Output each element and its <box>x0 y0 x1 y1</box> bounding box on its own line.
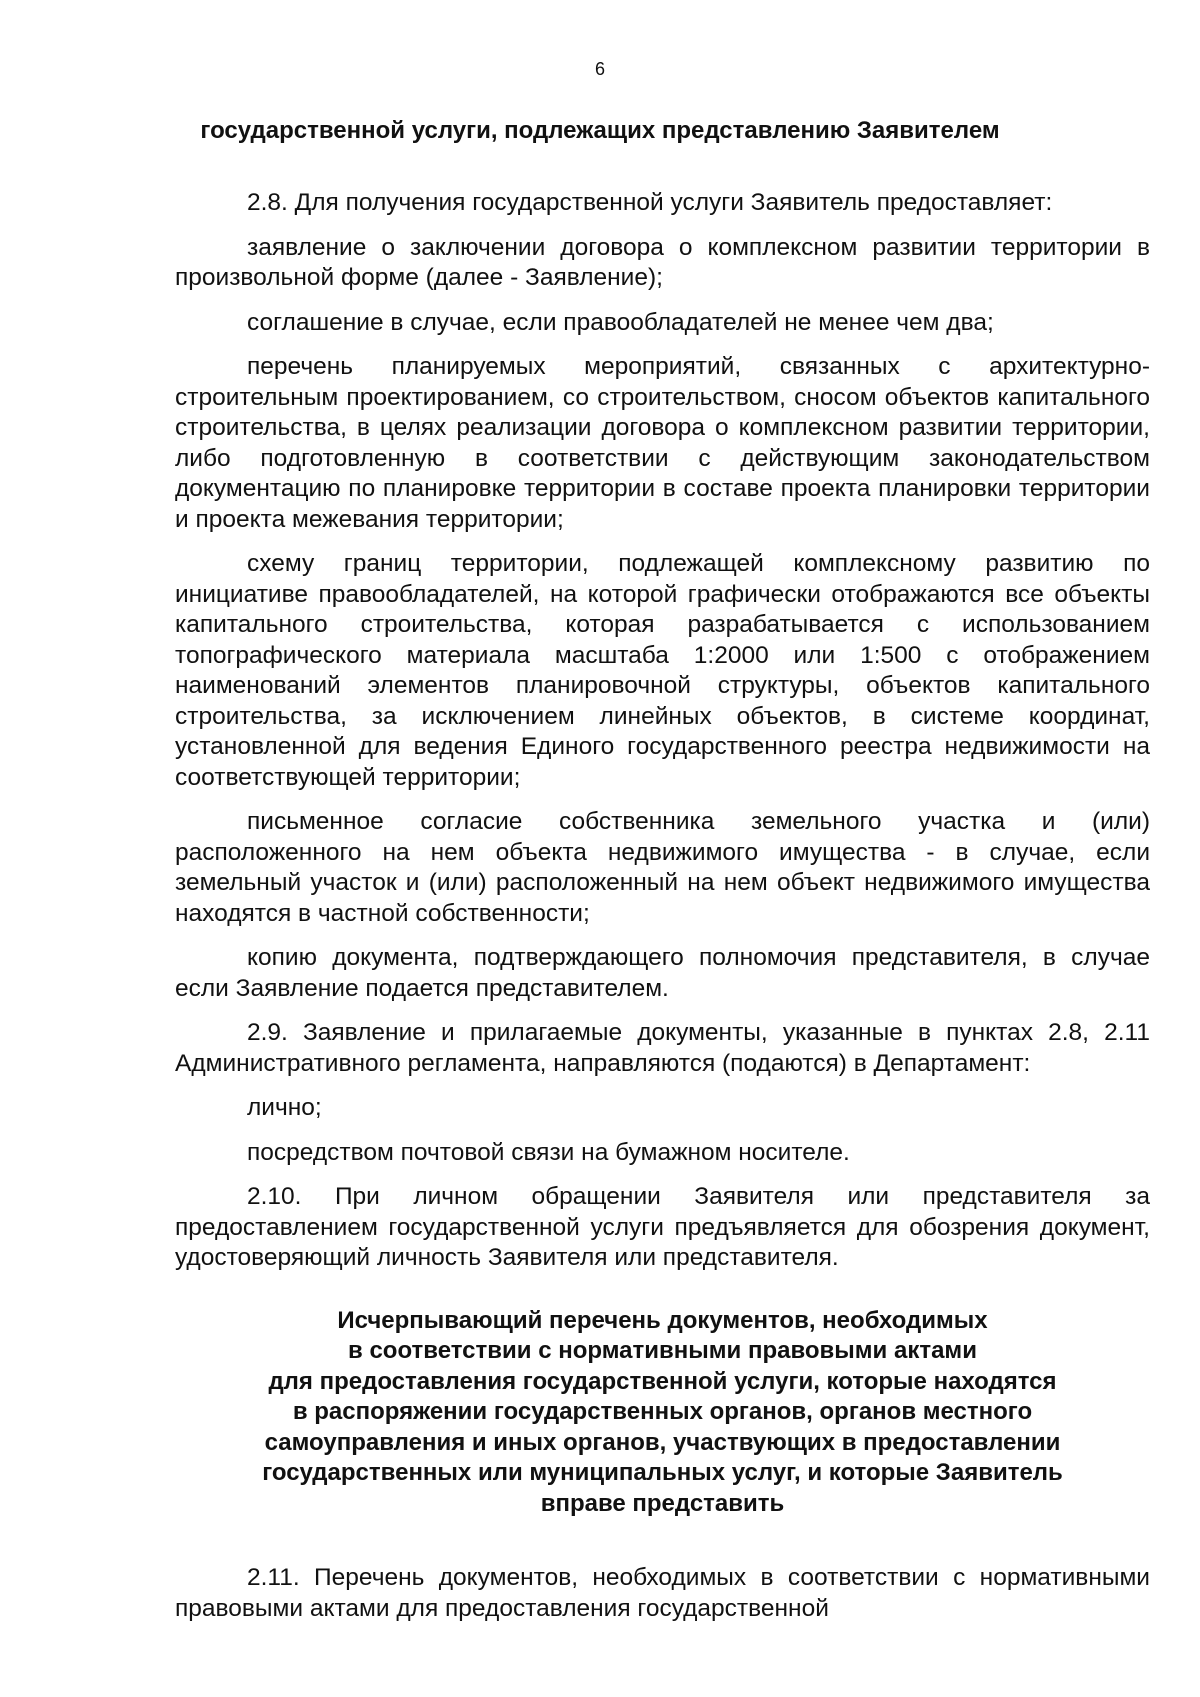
paragraph-2-8: 2.8. Для получения государственной услуги Заявитель предоставляет: <box>247 189 1053 216</box>
paragraph-in-person: лично; <box>247 1094 322 1121</box>
paragraph-representative-copy: копию документа, подтверждающего полномочия представителя, в случае если Заявление подается представителем. <box>175 944 1150 1002</box>
paragraph-application: заявление о заключении договора о комплексном развитии территории в произвольной форме (далее - Заявление); <box>175 233 1150 291</box>
heading-line: в распоряжении государственных органов, органов местного <box>292 1398 1033 1425</box>
heading-line: в соответствии с нормативными правовыми актами <box>348 1337 977 1364</box>
heading-line: самоуправления и иных органов, участвующих в предоставлении <box>264 1428 1061 1456</box>
document-body <box>175 188 1150 1638</box>
page-number: 6 <box>594 59 605 79</box>
paragraph-territory-scheme: схему границ территории, подлежащей комплексному развитию по инициативе правообладателей, на которой графически отображаются все объекты капитального строительства, которая разрабатывается с использованием топографического материала масштаба 1:2000 или 1:500 с отображением наименований элементов планировочной структуры, объектов капитального строительства, за исключением линейных объектов, в системе координат, установленной для ведения Единого государственного реестра недвижимости на соответствующей территории; <box>175 550 1150 791</box>
paragraph-2-9: 2.9. Заявление и прилагаемые документы, указанные в пунктах 2.8, 2.11 Административного регламента, направляются (подаются) в Департамент: <box>175 1019 1150 1077</box>
paragraph-2-11: 2.11. Перечень документов, необходимых в соответствии с нормативными правовыми актами для предоставления государственной <box>175 1564 1150 1622</box>
paragraph-written-consent: письменное согласие собственника земельного участка и (или) расположенного на нем объекта недвижимого имущества - в случае, если земельный участок и (или) расположенный на нем объект недвижимого имущества находятся в частной собственности; <box>175 808 1150 927</box>
paragraph-postal: посредством почтовой связи на бумажном носителе. <box>247 1138 850 1166</box>
heading-line: для предоставления государственной услуги, которые находятся <box>268 1367 1057 1395</box>
paragraph-agreement: соглашение в случае, если правообладателей не менее чем два; <box>247 308 994 336</box>
paragraph-2-10: 2.10. При личном обращении Заявителя или представителя за предоставлением государственной услуги предъявляется для обозрения документ, удостоверяющий личность Заявителя или представителя. <box>175 1183 1150 1271</box>
paragraph-planned-measures: перечень планируемых мероприятий, связанных с архитектурно-строительным проектированием, со строительством, сносом объектов капитального строительства, в целях реализации договора о комплексном развитии территории, либо подготовленную в соответствии с действующим законодательством документацию по планировке территории в составе проекта планировки территории и проекта межевания территории; <box>175 353 1150 533</box>
heading-line: государственных или муниципальных услуг, и которые Заявитель <box>262 1459 1063 1486</box>
section-heading-exhaustive-list <box>175 1306 1150 1520</box>
heading-line: Исчерпывающий перечень документов, необходимых <box>337 1306 988 1334</box>
heading-line: вправе представить <box>540 1489 785 1517</box>
section-heading-continued: государственной услуги, подлежащих представлению Заявителем <box>200 117 1000 144</box>
